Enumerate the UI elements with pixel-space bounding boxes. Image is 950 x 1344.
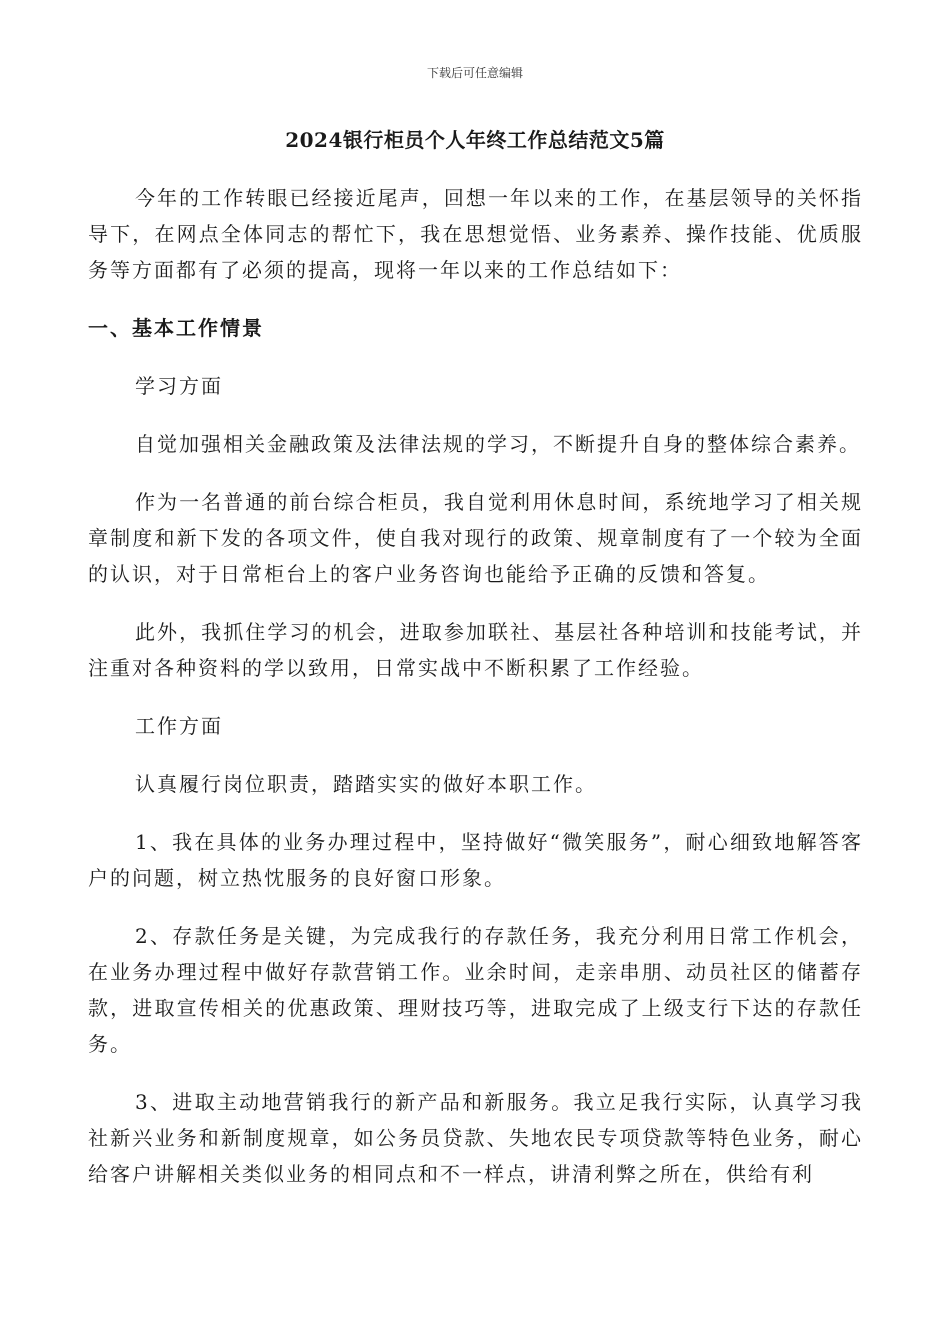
document-title: 2024银行柜员个人年终工作总结范文5篇 [285,128,665,152]
intro-paragraph: 今年的工作转眼已经接近尾声，回想一年以来的工作，在基层领导的关怀指导下，在网点全体同志的帮忙下，我在思想觉悟、业务素养、操作技能、优质服务等方面都有了必须的提高，现将一年以来的工作总结如下： [88,186,863,282]
study-paragraph-1: 自觉加强相关金融政策及法律法规的学习，不断提升自身的整体综合素养。 [135,432,861,456]
work-paragraph-4: 3、进取主动地营销我行的新产品和新服务。我立足我行实际，认真学习我社新兴业务和新制度规章，如公务员贷款、失地农民专项贷款等特色业务，耐心给客户讲解相关类似业务的相同点和不一样点，讲清利弊之所在，供给有利 [88,1090,863,1186]
study-paragraph-3: 此外，我抓住学习的机会，进取参加联社、基层社各种培训和技能考试，并注重对各种资料的学以致用，日常实战中不断积累了工作经验。 [88,620,863,680]
subheading-study: 学习方面 [135,374,223,398]
document-body [88,180,863,1214]
work-paragraph-1: 认真履行岗位职责，踏踏实实的做好本职工作。 [135,772,597,796]
subheading-work: 工作方面 [135,714,223,738]
header-note: 下载后可任意编辑 [426,66,523,80]
study-paragraph-2: 作为一名普通的前台综合柜员，我自觉利用休息时间，系统地学习了相关规章制度和新下发的各项文件，使自我对现行的政策、规章制度有了一个较为全面的认识，对于日常柜台上的客户业务咨询也能给予正确的反馈和答复。 [88,490,863,586]
work-paragraph-3: 2、存款任务是关键，为完成我行的存款任务，我充分利用日常工作机会，在业务办理过程中做好存款营销工作。业余时间，走亲串朋、动员社区的储蓄存款，进取宣传相关的优惠政策、理财技巧等，进取完成了上级支行下达的存款任务。 [88,924,863,1056]
section-heading-basic-work: 一、基本工作情景 [88,316,264,340]
work-paragraph-2: 1、我在具体的业务办理过程中，坚持做好“微笑服务”，耐心细致地解答客户的问题，树立热忱服务的良好窗口形象。 [88,830,863,890]
